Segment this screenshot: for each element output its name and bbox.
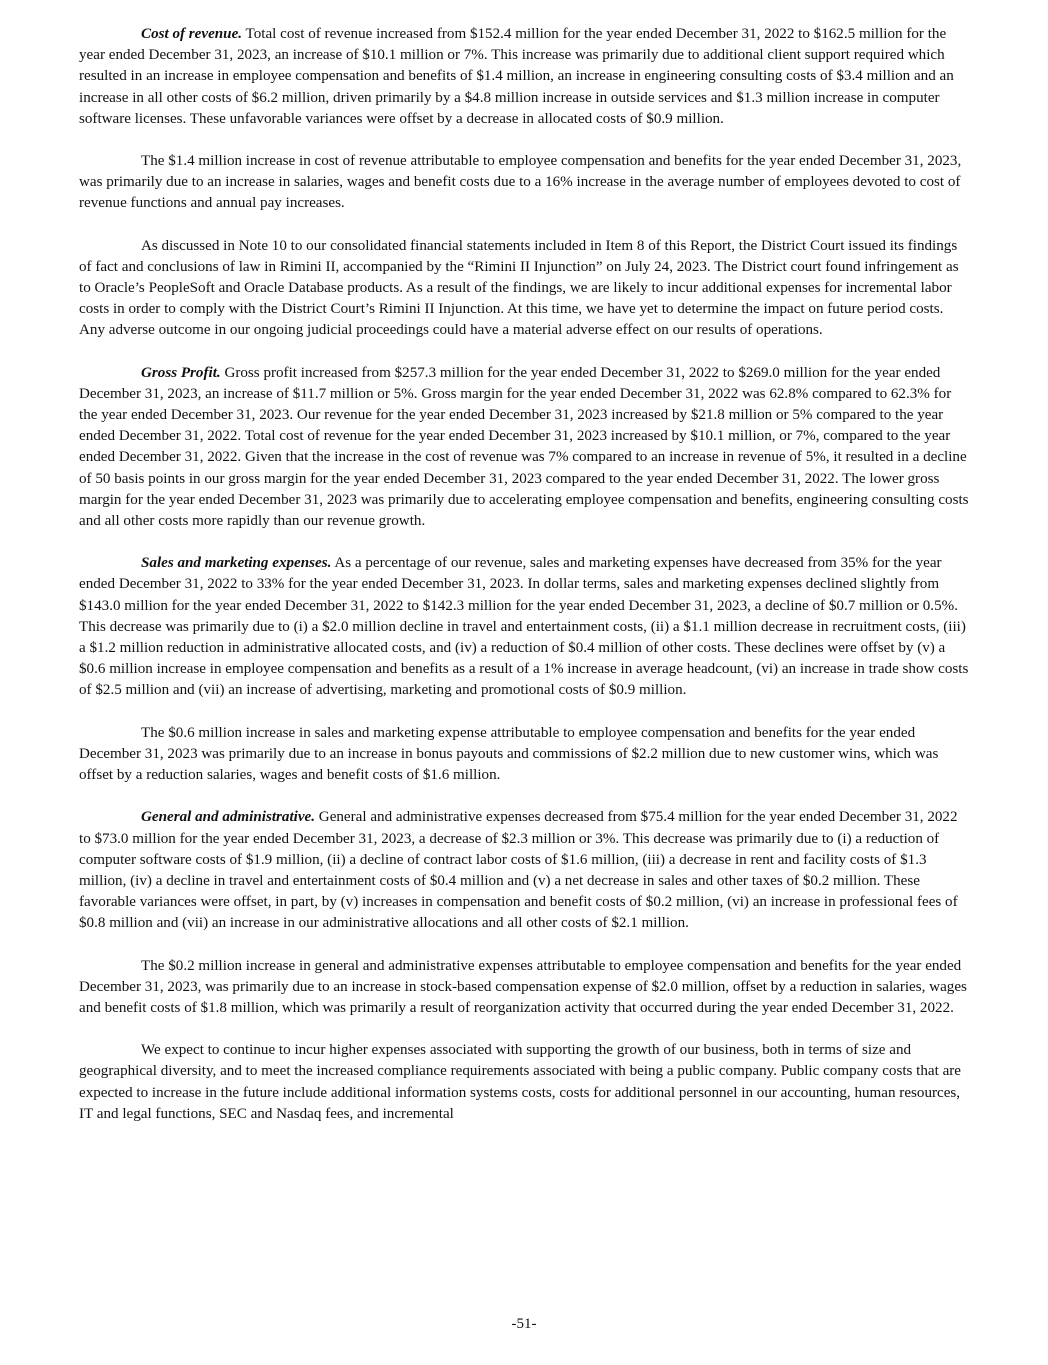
paragraph-text: As a percentage of our revenue, sales and marketing expenses have decreased from 35% for the year ended December 31, 2022 to 33% for the year ended December 31, 2023. In dollar terms, sales and marketing expenses declined slightly from $143.0 million for the year ended December 31, 2022 to $142.3 million for the year ended December 31, 2023, a decline of $0.7 million or 0.5%. This decrease was primarily due to (i) a $2.0 million decline in travel and entertainment costs, (ii) a $1.1 million decrease in recruitment costs, (iii) a $1.2 million reduction in administrative allocated costs, and (iv) a reduction of $0.4 million of other costs. These declines were offset by (v) a $0.6 million increase in employee compensation and benefits as a result of a 1% increase in average headcount, (vi) an increase in trade show costs of $2.5 million and (vii) an increase of advertising, marketing and promotional costs of $0.9 million. xyxy=(79,555,969,699)
page-number: -51- xyxy=(511,1316,537,1332)
paragraph-public-company-costs xyxy=(79,1040,971,1125)
paragraph-cost-of-revenue-compensation xyxy=(79,151,971,215)
paragraph-lead: Gross Profit. xyxy=(141,364,221,381)
paragraph-text: We expect to continue to incur higher expenses associated with supporting the growth of our business, both in terms of size and geographical diversity, and to meet the increased compliance requirements associated with being a public company. Public company costs that are expected to increase in the future include additional information systems costs, costs for additional personnel in our accounting, human resources, IT and legal functions, SEC and Nasdaq fees, and incremental xyxy=(79,1042,961,1122)
document-body xyxy=(79,24,971,1146)
paragraph-lead: Sales and marketing expenses. xyxy=(141,555,332,572)
paragraph-sales-and-marketing-compensation xyxy=(79,723,971,787)
paragraph-lead: Cost of revenue. xyxy=(141,26,243,42)
paragraph-cost-of-revenue xyxy=(79,24,971,130)
paragraph-general-and-administrative xyxy=(79,807,971,934)
paragraph-text: The $1.4 million increase in cost of revenue attributable to employee compensation and benefits for the year ended December 31, 2023, was primarily due to an increase in salaries, wages and benefit costs due to a 16% increase in the average number of employees devoted to cost of revenue functions and annual pay increases. xyxy=(79,153,962,212)
paragraph-general-and-administrative-compensation xyxy=(79,956,971,1020)
paragraph-text: The $0.2 million increase in general and administrative expenses attributable to employee compensation and benefits for the year ended December 31, 2023, was primarily due to an increase in stock-based compensation expense of $2.0 million, offset by a reduction in salaries, wages and benefit costs of $1.8 million, which was primarily a result of reorganization activity that occurred during the year ended December 31, 2022. xyxy=(79,957,967,1016)
paragraph-text: The $0.6 million increase in sales and marketing expense attributable to employee compensation and benefits for the year ended December 31, 2023 was primarily due to an increase in bonus payouts and commissions of $2.2 million due to new customer wins, which was offset by a reduction salaries, wages and benefit costs of $1.6 million. xyxy=(79,724,939,784)
paragraph-rimini-ii xyxy=(79,236,971,342)
paragraph-sales-and-marketing xyxy=(79,553,971,701)
paragraph-text: General and administrative expenses decreased from $75.4 million for the year ended December 31, 2022 to $73.0 million for the year ended December 31, 2023, a decrease of $2.3 million or 3%. This decrease was primarily due to (i) a reduction of computer software costs of $1.9 million, (ii) a decline of contract labor costs of $1.6 million, (iii) a decrease in rent and facility costs of $1.3 million, (iv) a decline in travel and entertainment costs of $0.4 million and (v) a net decrease in sales and other taxes of $0.2 million. These favorable variances were offset, in part, by (v) increases in compensation and benefit costs of $0.2 million, (vi) an increase in professional fees of $0.8 million and (vii) an increase in our administrative allocations and all other costs of $2.1 million. xyxy=(79,809,958,932)
paragraph-text: Gross profit increased from $257.3 million for the year ended December 31, 2022 to $269.0 million for the year ended December 31, 2023, an increase of $11.7 million or 5%. Gross margin for the year ended December 31, 2022 was 62.8% compared to 62.3% for the year ended December 31, 2023. Our revenue for the year ended December 31, 2023 increased by $21.8 million or 5% compared to the year ended December 31, 2022. Total cost of revenue for the year ended December 31, 2023 increased by $10.1 million, or 7%, compared to the year ended December 31, 2022. Given that the increase in the cost of revenue was 7% compared to an increase in revenue of 5%, it resulted in a decline of 50 basis points in our gross margin for the year ended December 31, 2023 compared to the year ended December 31, 2022. The lower gross margin for the year ended December 31, 2023 was primarily due to accelerating employee compensation and benefits, engineering consulting costs and all other costs more rapidly than our revenue growth. xyxy=(79,364,969,530)
paragraph-lead: General and administrative. xyxy=(141,809,316,826)
paragraph-text: As discussed in Note 10 to our consolidated financial statements included in Item 8 of this Report, the District Court issued its findings of fact and conclusions of law in Rimini II, accompanied by the “Rimini II Injunction” on July 24, 2023. The District court found infringement as to Oracle’s PeopleSoft and Oracle Database products. As a result of the findings, we are likely to incur additional expenses for incremental labor costs in order to comply with the District Court’s Rimini II Injunction. At this time, we have yet to determine the impact on future period costs. Any adverse outcome in our ongoing judicial proceedings could have a material adverse effect on our results of operations. xyxy=(79,237,959,339)
paragraph-gross-profit xyxy=(79,363,971,533)
paragraph-text: Total cost of revenue increased from $152.4 million for the year ended December 31, 2022 to $162.5 million for the year ended December 31, 2023, an increase of $10.1 million or 7%. This increase was primarily due to additional client support required which resulted in an increase in employee compensation and benefits of $1.4 million, an increase in engineering consulting costs of $3.4 million and an increase in all other costs of $6.2 million, driven primarily by a $4.8 million increase in outside services and $1.3 million increase in computer software licenses. These unfavorable variances were offset by a decrease in allocated costs of $0.9 million. xyxy=(79,26,954,127)
